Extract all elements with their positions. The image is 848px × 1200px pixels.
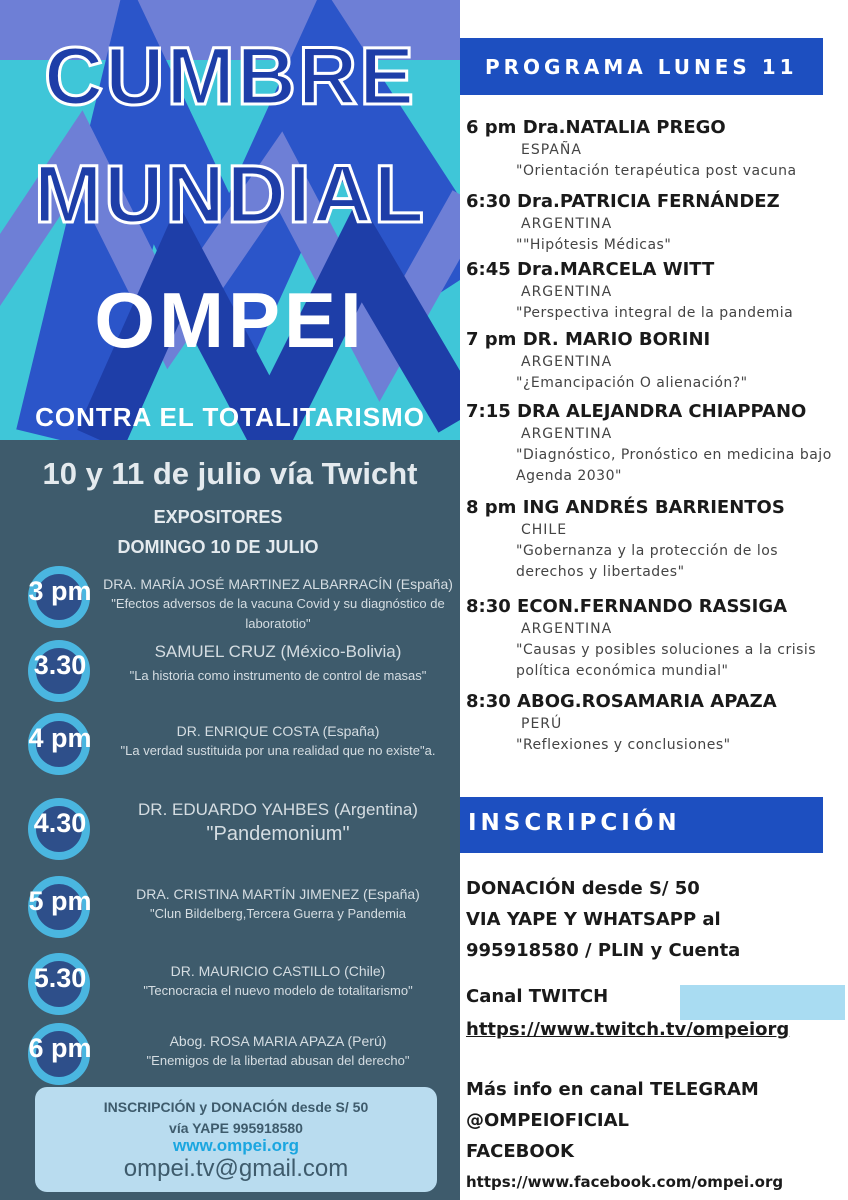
program-entry [466, 328, 846, 394]
email-link[interactable]: ompei.tv@gmail.com [123, 1155, 349, 1182]
box-line1: INSCRIPCIÓN y DONACIÓN desde S/ 50 [103, 1099, 369, 1115]
title-ompei: OMPEI [94, 276, 366, 364]
row-speaker: Abog. ROSA MARIA APAZA (Perú) [169, 1033, 387, 1049]
row-time: 3 pm [28, 576, 92, 606]
entry-country: ESPAÑA [521, 142, 582, 158]
entry-talk: "Causas y posibles soluciones a la crisis política económica mundial" [516, 642, 817, 679]
program-entry [466, 690, 846, 756]
entry-country: ARGENTINA [521, 426, 613, 442]
subtitle: CONTRA EL TOTALITARISMO [35, 402, 425, 432]
donation-line3: 995918580 / PLIN y Cuenta [466, 940, 741, 961]
facebook-link[interactable]: https://www.facebook.com/ompei.org [466, 1173, 784, 1191]
program-entry [466, 400, 846, 487]
row-speaker: SAMUEL CRUZ (México-Bolivia) [154, 642, 402, 661]
entry-name: 8 pm ING ANDRÉS BARRIENTOS [466, 497, 785, 518]
facebook-label: FACEBOOK [466, 1141, 574, 1162]
entry-name: 7 pm DR. MARIO BORINI [466, 329, 711, 350]
inscripcion-header: INSCRIPCIÓN [460, 797, 823, 853]
entry-country: ARGENTINA [521, 354, 613, 370]
row-talk: "Tecnocracia el nuevo modelo de totalitarismo" [143, 983, 413, 998]
row-talk: "Clun Bildelberg,Tercera Guerra y Pandemia [149, 906, 407, 921]
entry-name: 6:45 Dra.MARCELA WITT [466, 259, 715, 280]
row-time: 4.30 [33, 808, 87, 838]
title-banner [0, 0, 460, 440]
row-talk: "La verdad sustituida por una realidad que no existe"a. [120, 743, 436, 758]
row-time: 3.30 [33, 650, 87, 680]
redacted-block [680, 985, 845, 1020]
entry-name: 8:30 ABOG.ROSAMARIA APAZA [466, 691, 777, 712]
row-time: 4 pm [28, 723, 92, 753]
row-talk: "Pandemonium" [206, 823, 350, 845]
telegram-label: Más info en canal TELEGRAM [466, 1079, 759, 1100]
entry-name: 6 pm Dra.NATALIA PREGO [466, 117, 726, 138]
row-time: 5.30 [33, 963, 87, 993]
program-entry [466, 190, 846, 256]
program-entry [466, 258, 846, 324]
entry-name: 7:15 DRA ALEJANDRA CHIAPPANO [466, 401, 807, 422]
row-talk: "Efectos adversos de la vacuna Covid y su diagnóstico de laboratotio" [111, 596, 445, 631]
donation-line1: DONACIÓN desde S/ 50 [466, 878, 700, 899]
entry-country: PERÚ [521, 716, 563, 732]
title-cumbre: CUMBRE [44, 31, 416, 122]
entry-name: 6:30 Dra.PATRICIA FERNÁNDEZ [466, 191, 780, 212]
entry-country: ARGENTINA [521, 621, 613, 637]
entry-name: 8:30 ECON.FERNANDO RASSIGA [466, 596, 788, 617]
twitch-label: Canal TWITCH [466, 986, 609, 1007]
entry-talk: "Gobernanza y la protección de los derechos y libertades" [516, 543, 779, 580]
row-speaker: DR. ENRIQUE COSTA (España) [176, 723, 380, 739]
entry-talk: "Perspectiva integral de la pandemia [516, 305, 794, 321]
expositores-heading: EXPOSITORES [153, 507, 283, 527]
entry-talk: "Reflexiones y conclusiones" [516, 737, 731, 753]
entry-talk: "Orientación terapéutica post vacuna [516, 163, 797, 179]
box-line2: vía YAPE 995918580 [169, 1120, 303, 1136]
entry-talk: "Diagnóstico, Pronóstico en medicina bajo Agenda 2030" [516, 447, 832, 484]
program-entry [466, 595, 846, 682]
title-mundial: MUNDIAL [33, 149, 427, 240]
donation-box [35, 1087, 437, 1192]
program-entry [466, 496, 846, 583]
row-speaker: DR. MAURICIO CASTILLO (Chile) [170, 963, 386, 979]
row-speaker: DRA. MARÍA JOSÉ MARTINEZ ALBARRACÍN (España) [103, 576, 453, 592]
event-dates: 10 y 11 de julio vía Twicht [42, 456, 418, 491]
row-talk: "La historia como instrumento de control de masas" [129, 668, 427, 683]
entry-country: CHILE [521, 522, 568, 538]
entry-country: ARGENTINA [521, 216, 613, 232]
entry-talk: "¿Emancipación O alienación?" [516, 375, 748, 391]
program-entry [466, 116, 846, 182]
entry-country: ARGENTINA [521, 284, 613, 300]
telegram-handle[interactable]: @OMPEIOFICIAL [466, 1110, 630, 1131]
donation-line2: VIA YAPE Y WHATSAPP al [466, 909, 721, 930]
day1-heading: DOMINGO 10 DE JULIO [117, 537, 319, 557]
row-time: 6 pm [28, 1033, 92, 1063]
row-time: 5 pm [28, 886, 92, 916]
entry-talk: ""Hipótesis Médicas" [516, 237, 672, 253]
website-link[interactable]: www.ompei.org [173, 1136, 299, 1155]
monday-header: PROGRAMA LUNES 11 [460, 38, 823, 95]
row-speaker: DR. EDUARDO YAHBES (Argentina) [138, 800, 418, 819]
row-talk: "Enemigos de la libertad abusan del derecho" [146, 1053, 410, 1068]
twitch-link[interactable]: https://www.twitch.tv/ompeiorg [466, 1019, 790, 1040]
row-speaker: DRA. CRISTINA MARTÍN JIMENEZ (España) [136, 886, 420, 902]
